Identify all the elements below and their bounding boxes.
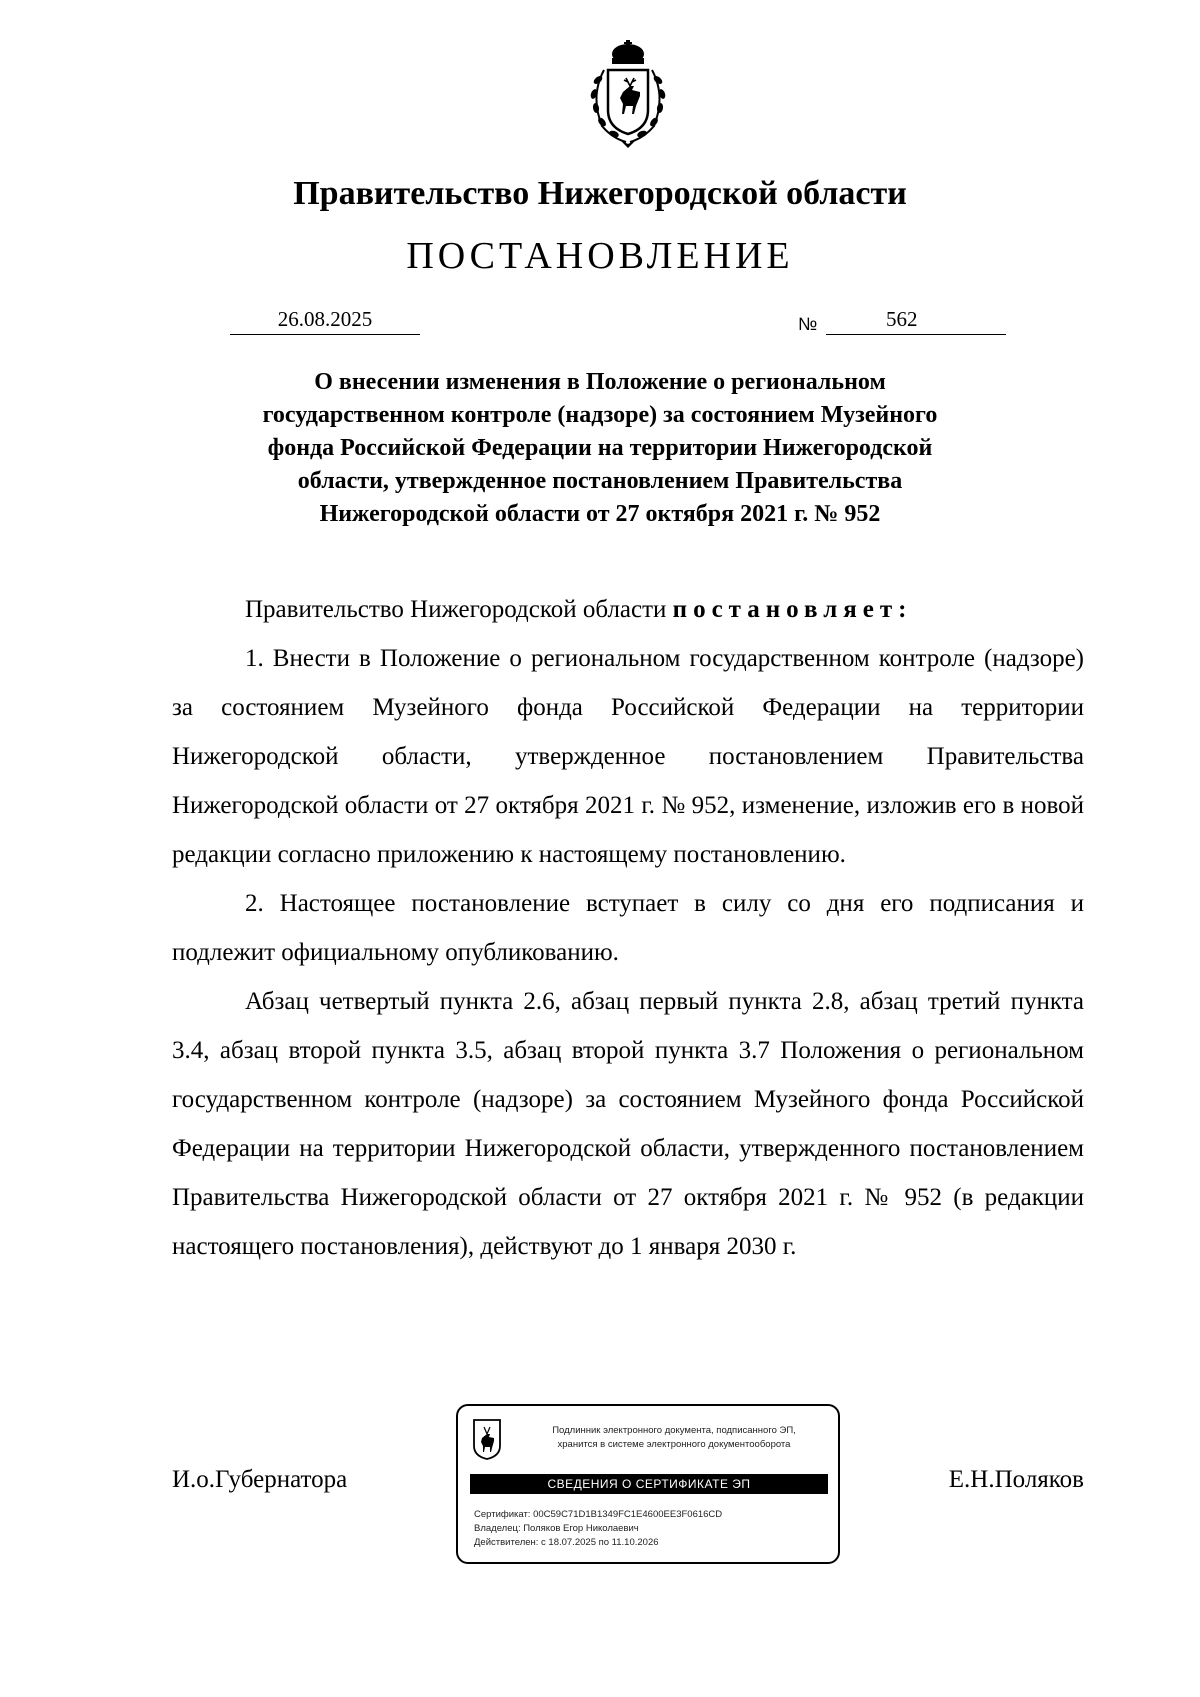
signatory-position: И.о.Губернатора <box>172 1466 348 1493</box>
heading-line: О внесении изменения в Положение о региональном <box>314 369 886 395</box>
coat-of-arms-emblem <box>568 40 688 152</box>
document-type: ПОСТАНОВЛЕНИЕ <box>406 235 794 277</box>
paragraph-3: Абзац четвертый пункта 2.6, абзац первый пункта 2.8, абзац третий пункта 3.4, абзац второй пункта 3.5, абзац второй пункта 3.7 Положения о региональном государственном контроле (надзоре) за состоянием Музейного фонда Российской Федерации на территории Нижегородской области, утвержденного постановлением Правительства Нижегородской области от 27 октября 2021 г. № 952 (в редакции настоящего постановления), действуют до 1 января 2030 г. <box>172 988 1084 1260</box>
certificate-owner: Владелец: Поляков Егор Николаевич <box>474 1523 639 1534</box>
paragraph-1: 1. Внести в Положение о региональном государственном контроле (надзоре) за состоянием Музейного фонда Российской Федерации на территории Нижегородской области, утвержденное постановлением Правительства Нижегородской области от 27 октября 2021 г. № 952, изменение, изложив его в новой редакции согласно приложению к настоящему постановлению. <box>172 645 1084 868</box>
certificate-info-bar: СВЕДЕНИЯ О СЕРТИФИКАТЕ ЭП <box>470 1474 828 1494</box>
document-number: 562 <box>826 305 1006 335</box>
document-body <box>172 585 1084 1271</box>
heading-line: области, утвержденное постановлением Правительства <box>297 468 903 494</box>
heading-line: фонда Российской Федерации на территории Нижегородской <box>267 435 933 461</box>
certificate-details <box>474 1508 722 1550</box>
organization-title: Правительство Нижегородской области <box>293 175 907 212</box>
heading-line: Нижегородской области от 27 октября 2021 г. № 952 <box>319 501 881 527</box>
paragraph-2: 2. Настоящее постановление вступает в силу со дня его подписания и подлежит официальному опубликованию. <box>172 890 1084 966</box>
e-signature-stamp <box>456 1404 840 1564</box>
intro-text: Правительство Нижегородской области <box>245 596 673 623</box>
stamp-note-line: хранится в системе электронного документооборота <box>557 1439 791 1450</box>
number-sign: № <box>798 314 818 334</box>
resolution-intro <box>172 585 1084 634</box>
document-heading <box>200 366 1000 531</box>
document-date: 26.08.2025 <box>230 305 420 335</box>
certificate-validity: Действителен: с 18.07.2025 по 11.10.2026 <box>474 1537 659 1548</box>
intro-resolves: постановляет: <box>672 596 913 623</box>
signatory-name: Е.Н.Поляков <box>948 1466 1084 1493</box>
certificate-number: Сертификат: 00C59C71D1B1349FC1E4600EE3F0616CD <box>474 1509 723 1520</box>
stamp-note-line: Подлинник электронного документа, подписанного ЭП, <box>552 1425 796 1436</box>
deer-emblem-icon <box>472 1418 502 1460</box>
stamp-note <box>524 1424 824 1452</box>
heading-line: государственном контроле (надзоре) за состоянием Музейного <box>262 402 938 428</box>
